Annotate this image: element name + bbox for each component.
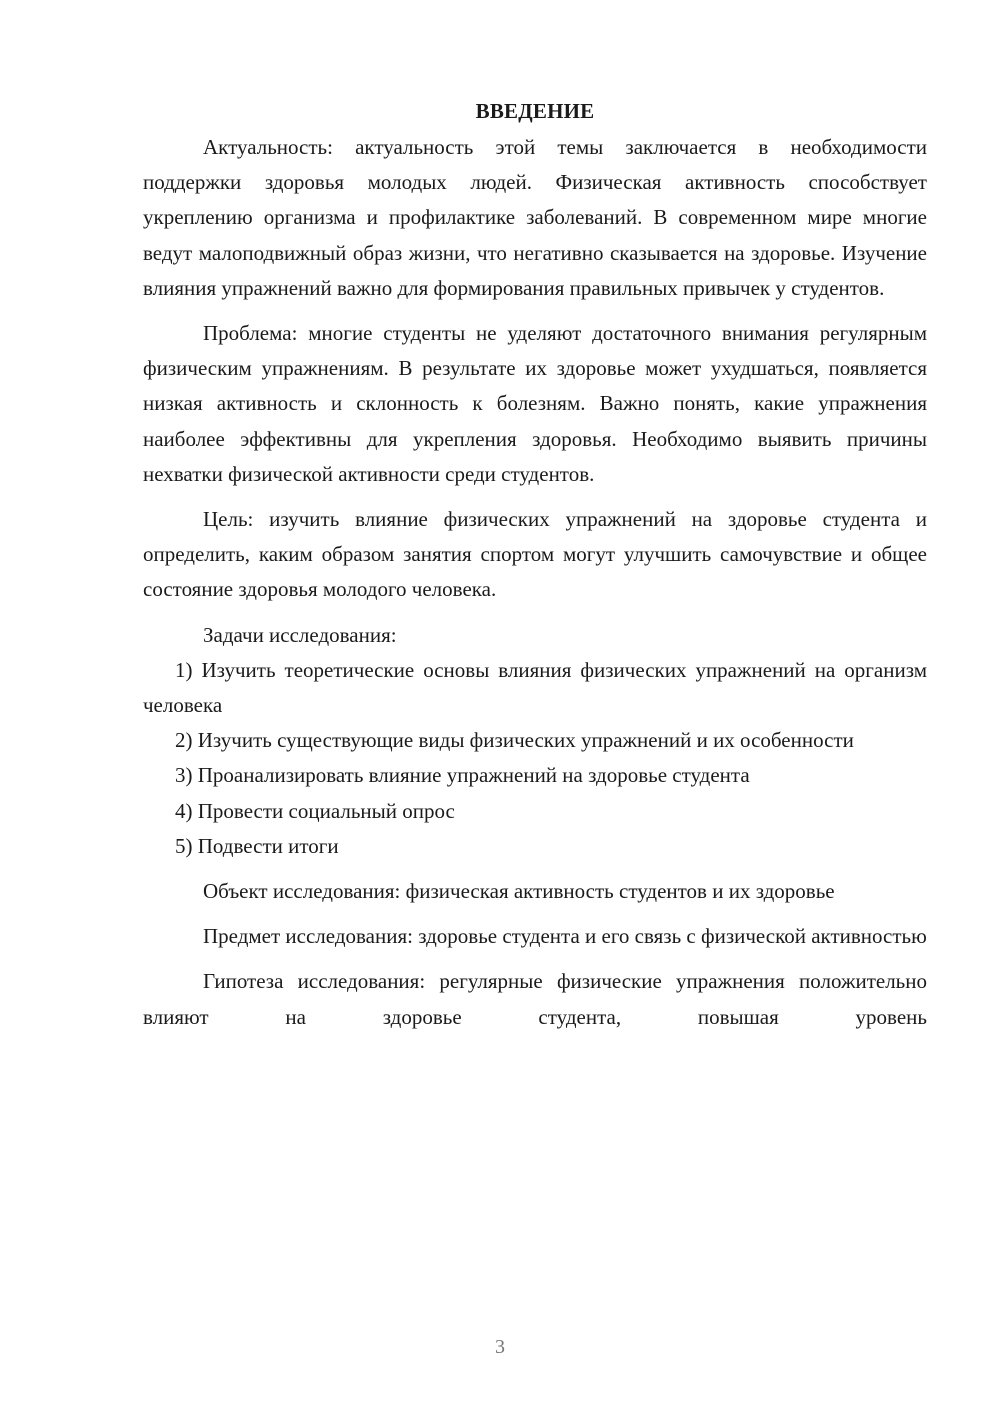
paragraph-goal: Цель: изучить влияние физических упражнений на здоровье студента и определить, каким образом занятия спортом могут улучшить самочувствие и общее состояние здоровья молодого человека. bbox=[143, 507, 927, 602]
task-item: 2) Изучить существующие виды физических упражнений и их особенности bbox=[175, 728, 854, 753]
page-number: 3 bbox=[495, 1336, 505, 1358]
paragraph-tasks-heading: Задачи исследования: bbox=[203, 622, 397, 647]
paragraph-relevance: Актуальность: актуальность этой темы заключается в необходимости поддержки здоровья молодых людей. Физическая активность способствует укреплению организма и профилактике заболеваний. В современном мире многие ведут малоподвижный образ жизни, что негативно сказывается на здоровье. Изучение влияния упражнений важно для формирования правильных привычек у студентов. bbox=[143, 135, 927, 300]
section-title: ВВЕДЕНИЕ bbox=[475, 99, 595, 123]
paragraph-subject: Предмет исследования: здоровье студента и его связь с физической активностью bbox=[203, 924, 927, 949]
paragraph-object: Объект исследования: физическая активность студентов и их здоровье bbox=[203, 879, 835, 904]
paragraph-hypothesis: Гипотеза исследования: регулярные физические упражнения положительно влияют на здоровье студента, повышая уровень bbox=[143, 969, 927, 1029]
paragraph-problem: Проблема: многие студенты не уделяют достаточного внимания регулярным физическим упражнениям. В результате их здоровье может ухудшаться, появляется низкая активность и склонность к болезням. Важно понять, какие упражнения наиболее эффективны для укрепления здоровья. Необходимо выявить причины нехватки физической активности среди студентов. bbox=[143, 321, 927, 486]
task-item: 4) Провести социальный опрос bbox=[175, 798, 455, 823]
task-item: 3) Проанализировать влияние упражнений на здоровье студента bbox=[175, 763, 750, 788]
task-item: 1) Изучить теоретические основы влияния физических упражнений на организм человека bbox=[143, 657, 927, 718]
task-item: 5) Подвести итоги bbox=[175, 833, 339, 858]
page-content bbox=[143, 96, 927, 1035]
